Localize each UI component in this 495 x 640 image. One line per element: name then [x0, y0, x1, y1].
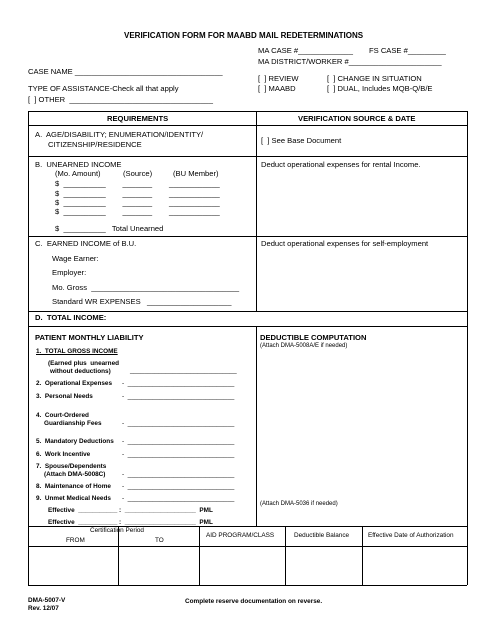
verification-header: VERIFICATION SOURCE & DATE	[298, 114, 416, 123]
reverse-note: Complete reserve documentation on reverse.	[185, 598, 323, 605]
court-ordered-label: 4. Court-Ordered	[36, 412, 89, 419]
to-label: TO	[155, 537, 164, 544]
requirements-header: REQUIREMENTS	[107, 114, 169, 123]
attach-dma-5008c-label: (Attach DMA-5008C)	[44, 471, 106, 478]
case-name-field[interactable]: CASE NAME ___________________________________	[28, 67, 223, 76]
fs-case-field[interactable]: FS CASE #_________	[369, 46, 446, 55]
self-employment-note: Deduct operational expenses for self-employment	[261, 239, 429, 248]
operational-expenses-field[interactable]: - ______________________________	[122, 380, 235, 387]
to-date-cell[interactable]	[119, 547, 199, 585]
guardianship-fees-label: Guardianship Fees	[44, 420, 102, 427]
work-incentive-field[interactable]: - ______________________________	[122, 451, 235, 458]
unmet-medical-needs-label: 9. Unmet Medical Needs	[36, 495, 111, 502]
spouse-dependents-field[interactable]: - ______________________________	[122, 471, 235, 478]
see-base-document-checkbox[interactable]: [ ] See Base Document	[261, 136, 342, 145]
mandatory-deductions-label: 5. Mandatory Deductions	[36, 438, 114, 445]
form-number: DMA-5007-V	[28, 597, 66, 604]
section-d-label: D. TOTAL INCOME:	[35, 313, 107, 322]
unearned-row[interactable]: $ __________ _______ ____________	[55, 179, 220, 188]
section-a-label: A. AGE/DISABILITY; ENUMERATION/IDENTITY/	[35, 130, 204, 139]
total-unearned-field[interactable]: $ __________ Total Unearned	[55, 224, 164, 233]
type-of-assistance-label: TYPE OF ASSISTANCE-Check all that apply	[28, 84, 179, 93]
deductible-balance-cell[interactable]	[286, 547, 362, 585]
effective-date-cell[interactable]	[363, 547, 467, 585]
mo-gross-field[interactable]: Mo. Gross ___________________________________	[52, 283, 240, 292]
effective-date-authorization-label: Effective Date of Authorization	[368, 532, 454, 539]
source-header: (Source)	[123, 169, 153, 178]
change-in-situation-checkbox[interactable]: [ ] CHANGE IN SITUATION	[327, 74, 422, 83]
section-c-label: C. EARNED INCOME of B.U.	[35, 239, 137, 248]
attach-dma-5036-note: (Attach DMA-5036 if needed)	[260, 501, 338, 507]
rental-income-note: Deduct operational expenses for rental Income.	[261, 160, 421, 169]
unearned-row[interactable]: $ __________ _______ ____________	[55, 207, 220, 216]
employer-field[interactable]: Employer:	[52, 268, 87, 277]
work-incentive-label: 6. Work Incentive	[36, 451, 91, 458]
effective-pml-field[interactable]: Effective ___________ : ____________________ PML	[48, 519, 213, 526]
unearned-row[interactable]: $ __________ _______ ____________	[55, 189, 220, 198]
maabd-checkbox[interactable]: [ ] MAABD	[258, 84, 296, 93]
dual-checkbox[interactable]: [ ] DUAL, Includes MQB-Q/B/E	[327, 84, 433, 93]
aid-program-cell[interactable]	[200, 547, 285, 585]
unearned-row[interactable]: $ __________ _______ ____________	[55, 198, 220, 207]
total-gross-income-note-2: without deductions)	[50, 368, 111, 375]
district-worker-field[interactable]: MA DISTRICT/WORKER #______________________	[258, 57, 442, 66]
attach-dma-5008ae-note: (Attach DMA-5008A/E if needed)	[260, 343, 348, 349]
unmet-medical-needs-field[interactable]: - ______________________________	[122, 495, 235, 502]
operational-expenses-label: 2. Operational Expenses	[36, 380, 113, 387]
ma-case-field[interactable]: MA CASE #_____________	[258, 46, 353, 55]
from-date-cell[interactable]	[29, 547, 118, 585]
personal-needs-field[interactable]: - ______________________________	[122, 393, 235, 400]
spouse-dependents-label: 7. Spouse/Dependents	[36, 463, 107, 470]
section-b-label: B. UNEARNED INCOME	[35, 160, 122, 169]
mo-amount-header: (Mo. Amount)	[55, 169, 101, 178]
other-checkbox[interactable]: [ ] OTHER __________________________________	[28, 95, 213, 104]
maintenance-of-home-label: 8. Maintenance of Home	[36, 483, 111, 490]
mandatory-deductions-field[interactable]: - ______________________________	[122, 438, 235, 445]
deductible-title: DEDUCTIBLE COMPUTATION	[260, 333, 367, 342]
liability-title: PATIENT MONTHLY LIABILITY	[35, 333, 144, 342]
maintenance-of-home-field[interactable]: - ______________________________	[122, 483, 235, 490]
bu-member-header: (BU Member)	[173, 169, 219, 178]
certification-period-label: Certification Period	[90, 527, 144, 534]
wage-earner-field[interactable]: Wage Earner:	[52, 254, 99, 263]
section-a-label-2: CITIZENSHIP/RESIDENCE	[48, 140, 142, 149]
review-checkbox[interactable]: [ ] REVIEW	[258, 74, 299, 83]
revision-date: Rev. 12/07	[28, 605, 59, 612]
deductible-balance-label: Deductible Balance	[294, 532, 350, 539]
effective-pml-field[interactable]: Effective ___________ : ____________________ PML	[48, 507, 213, 514]
total-gross-income-note: (Earned plus unearned	[48, 360, 120, 367]
aid-program-class-label: AID PROGRAM/CLASS	[206, 532, 275, 539]
personal-needs-label: 3. Personal Needs	[36, 393, 93, 400]
form-title: VERIFICATION FORM FOR MAABD MAIL REDETERMINATIONS	[124, 31, 364, 40]
guardianship-fees-field[interactable]: - ______________________________	[122, 420, 235, 427]
total-gross-income-label: 1. TOTAL GROSS INCOME	[36, 348, 118, 355]
total-gross-income-field[interactable]: ______________________________	[130, 367, 237, 374]
from-label: FROM	[66, 537, 85, 544]
standard-wr-expenses-field[interactable]: Standard WR EXPENSES ____________________	[52, 297, 232, 306]
